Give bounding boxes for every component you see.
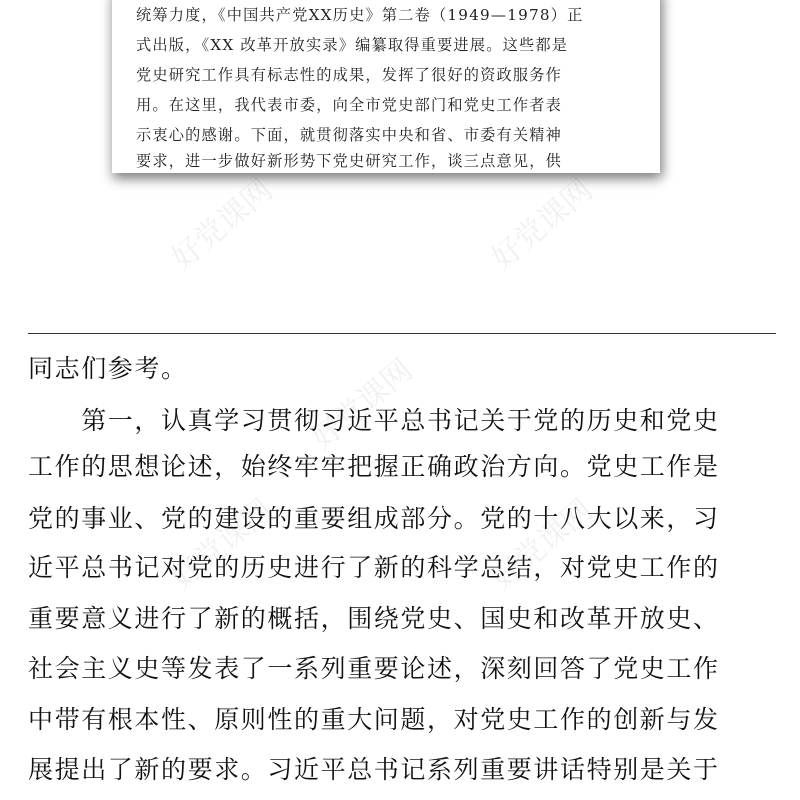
document-line: 第一，认真学习贯彻习近平总书记关于党的历史和党史 xyxy=(28,406,720,435)
document-line: 展提出了新的要求。习近平总书记系列重要讲话特别是关于 xyxy=(28,755,720,784)
document-line: 党的事业、党的建设的重要组成部分。党的十八大以来，习 xyxy=(28,504,720,533)
document-line: 同志们参考。 xyxy=(28,354,188,383)
watermark: 好党课网 xyxy=(165,492,280,597)
document-line: 中带有根本性、原则性的重大问题，对党史工作的创新与发 xyxy=(28,705,720,734)
watermark: 好党课网 xyxy=(485,492,600,597)
document-line: 重要意义进行了新的概括，围绕党史、国史和改革开放史、 xyxy=(28,604,720,633)
watermark: 好党课网 xyxy=(485,172,600,277)
watermark: 好党课网 xyxy=(305,352,420,457)
preview-line: 要求，进一步做好新形势下党史研究工作，谈三点意见，供 xyxy=(136,152,563,170)
preview-line: 党史研究工作具有标志性的成果，发挥了很好的资政服务作 xyxy=(136,66,563,84)
document-line: 工作的思想论述，始终牢牢把握正确政治方向。党史工作是 xyxy=(28,452,720,481)
preview-line: 用。在这里，我代表市委，向全市党史部门和党史工作者表 xyxy=(136,96,563,114)
document-line: 社会主义史等发表了一系列重要论述，深刻回答了党史工作 xyxy=(28,654,720,683)
divider-line xyxy=(28,333,776,334)
document-line: 近平总书记对党的历史进行了新的科学总结，对党史工作的 xyxy=(28,553,720,582)
preview-line: 统筹力度，《中国共产党XX历史》第二卷（1949—1978）正 xyxy=(136,6,584,24)
preview-line: 式出版，《XX 改革开放实录》编纂取得重要进展。这些都是 xyxy=(136,36,569,54)
watermark: 好党课网 xyxy=(165,172,280,277)
document-preview-card xyxy=(112,0,660,173)
preview-line: 示衷心的感谢。下面，就贯彻落实中央和省、市委有关精神 xyxy=(136,126,563,144)
